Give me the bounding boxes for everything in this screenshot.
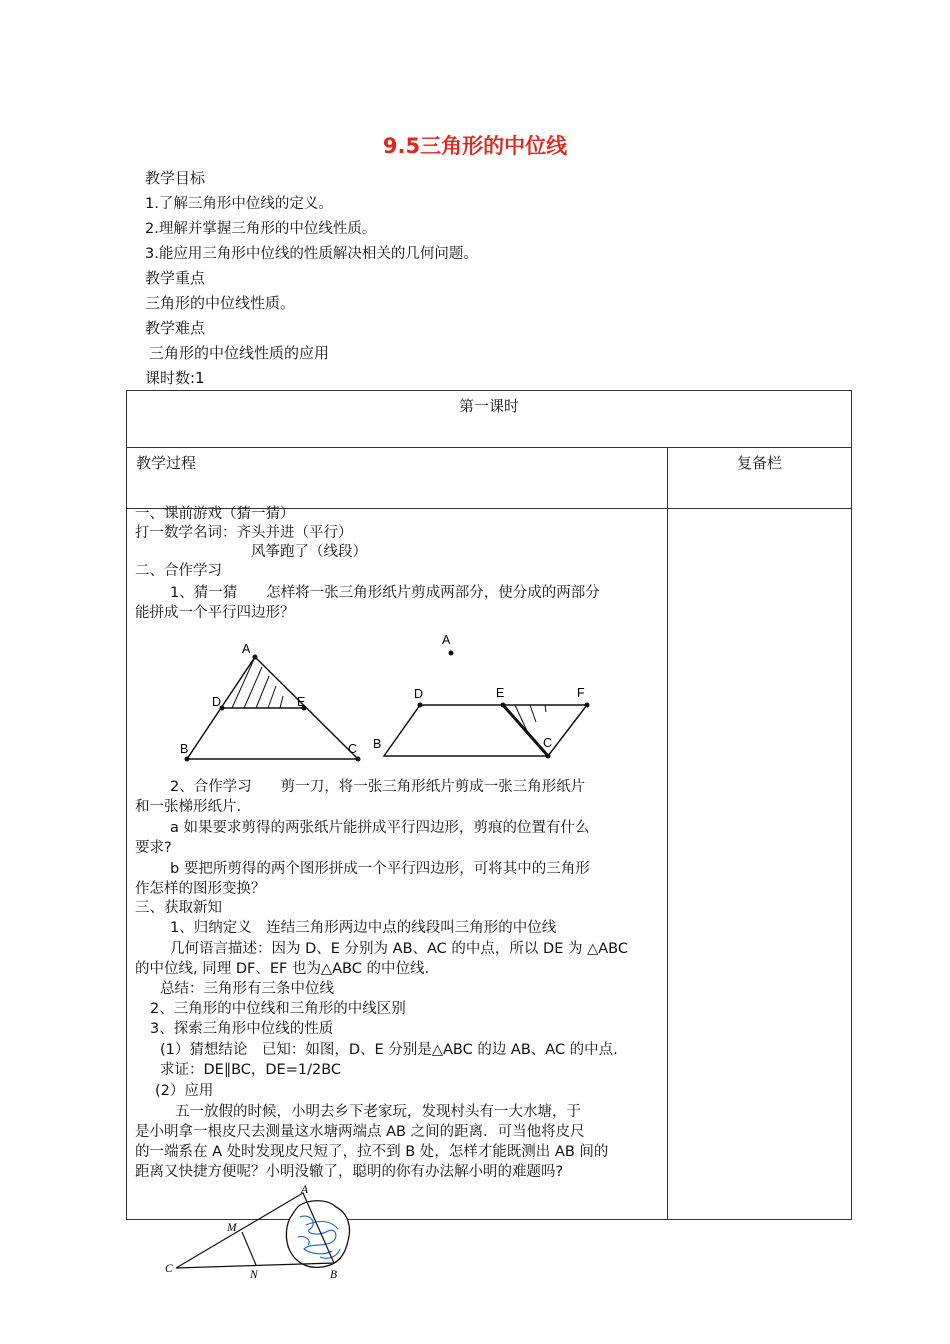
s3-story-d: 距离又快捷方便呢？小明没辙了，聪明的你有办法解小明的难题吗? [135,1164,564,1180]
figure1-label-b: B [180,742,189,756]
figure2-point-a [449,651,454,656]
figure1-point-b [185,757,190,762]
figure-triangle-cut [170,635,370,770]
objective-item-1: 1.了解三角形中位线的定义。 [145,196,333,212]
s3-summary: 总结：三角形有三条中位线 [160,981,334,997]
figure1-label-e: E [297,695,306,709]
s3-definition: 1、归纳定义 连结三角形两边中点的线段叫三角形的中位线 [170,920,557,936]
s3-geo-b: 的中位线, 同理 DF、EF 也为△ABC 的中位线. [135,961,430,977]
figure3-label-c: C [165,1263,173,1275]
s2-p2-b: 和一张梯形纸片. [135,799,242,815]
s2-qb-b: 作怎样的图形变换？ [135,881,266,897]
figure2-label-b: B [373,737,382,751]
figure2-label-a: A [442,633,451,647]
figure3-label-m: M [227,1222,237,1234]
s3-guess: (1）猜想结论 已知：如图，D、E 分别是△ABC 的边 AB、AC 的中点. [160,1042,618,1058]
figure1-point-a [253,655,258,660]
figure3-label-n: N [250,1269,258,1281]
backup-body-cell [668,509,852,1220]
page-title: 9.5三角形的中位线 [382,134,568,158]
s2-qa-a: a 如果要求剪得的两张纸片能拼成平行四边形，剪痕的位置有什么 [170,820,590,836]
figure3-midline [242,1232,256,1265]
figure1-hatch [232,657,283,708]
s1-heading: 一、课前游戏（猜一猜） [135,506,295,522]
figure2-hatch [515,705,546,731]
s3-p2: 2、三角形的中位线和三角形的中线区别 [150,1001,406,1017]
periods-text: 课时数:1 [145,369,205,387]
key-point-text: 三角形的中位线性质。 [145,294,296,312]
difficulty-text: 三角形的中位线性质的应用 [149,344,330,362]
figure2-label-c: C [543,736,553,750]
s3-heading: 三、获取新知 [135,900,222,916]
s3-p3: 3、探索三角形中位线的性质 [150,1021,334,1037]
s3-story-a: 五一放假的时候，小明去乡下老家玩，发现村头有一大水塘，于 [175,1104,581,1120]
objective-item-2: 2.理解并掌握三角形的中位线性质。 [145,221,377,237]
session-label: 第一课时 [459,397,520,415]
figure2-cut-line [503,705,548,756]
s3-apply: (2）应用 [155,1083,214,1099]
figure-parallelogram [370,630,600,765]
figure2-point-f [585,703,590,708]
figure3-label-b: B [330,1269,338,1281]
key-point-heading: 教学重点 [145,269,206,287]
objective-item-3: 3.能应用三角形中位线的性质解决相关的几何问题。 [145,246,478,262]
s3-story-b: 是小明拿一根皮尺去测量这水塘两端点 AB 之间的距离．可当他将皮尺 [135,1124,585,1140]
figure2-parallelogram [384,705,587,756]
figure2-label-f: F [577,686,585,700]
backup-heading: 复备栏 [737,454,783,472]
figure2-point-c [546,754,551,759]
session-cell [127,391,852,448]
process-heading: 教学过程 [136,454,197,472]
s3-story-c: 的一端系在 A 处时发现皮尺短了，拉不到 B 处，怎样才能既测出 AB 间的 [135,1144,609,1160]
figure2-point-d [418,703,423,708]
figure3-label-a: A [301,1185,309,1196]
figure2-label-e: E [496,686,505,700]
backup-header-cell [668,448,852,509]
s3-geo-a: 几何语言描述：因为 D、E 分别为 AB、AC 的中点，所以 DE 为 △ABC [170,941,628,957]
s2-qb-a: b 要把所剪得的两个图形拼成一个平行四边形，可将其中的三角形 [170,861,590,877]
difficulty-heading: 教学难点 [145,319,206,337]
figure1-label-c: C [348,742,358,756]
figure-pond [160,1185,375,1285]
figure2-label-d: D [414,687,424,701]
s2-p1-a: 1、猜一猜 怎样将一张三角形纸片剪成两部分，使分成的两部分 [170,585,600,601]
figure2-point-e [501,703,506,708]
s3-prove: 求证：DE∥BC，DE=1/2BC [160,1062,342,1078]
figure1-label-a: A [242,642,251,656]
s2-p1-b: 能拼成一个平行四边形？ [135,605,295,621]
objectives-heading: 教学目标 [145,169,206,187]
s2-qa-b: 要求? [135,840,172,856]
s2-heading: 二、合作学习 [135,563,222,579]
process-header-cell [127,448,668,509]
s1-line2: 风筝跑了（线段） [251,544,367,560]
figure1-label-d: D [212,695,222,709]
figure1-point-c [356,757,361,762]
s2-p2-a: 2、合作学习 剪一刀，将一张三角形纸片剪成一张三角形纸片 [170,779,586,795]
s1-line1: 打一数学名词：齐头并进（平行） [135,525,353,541]
